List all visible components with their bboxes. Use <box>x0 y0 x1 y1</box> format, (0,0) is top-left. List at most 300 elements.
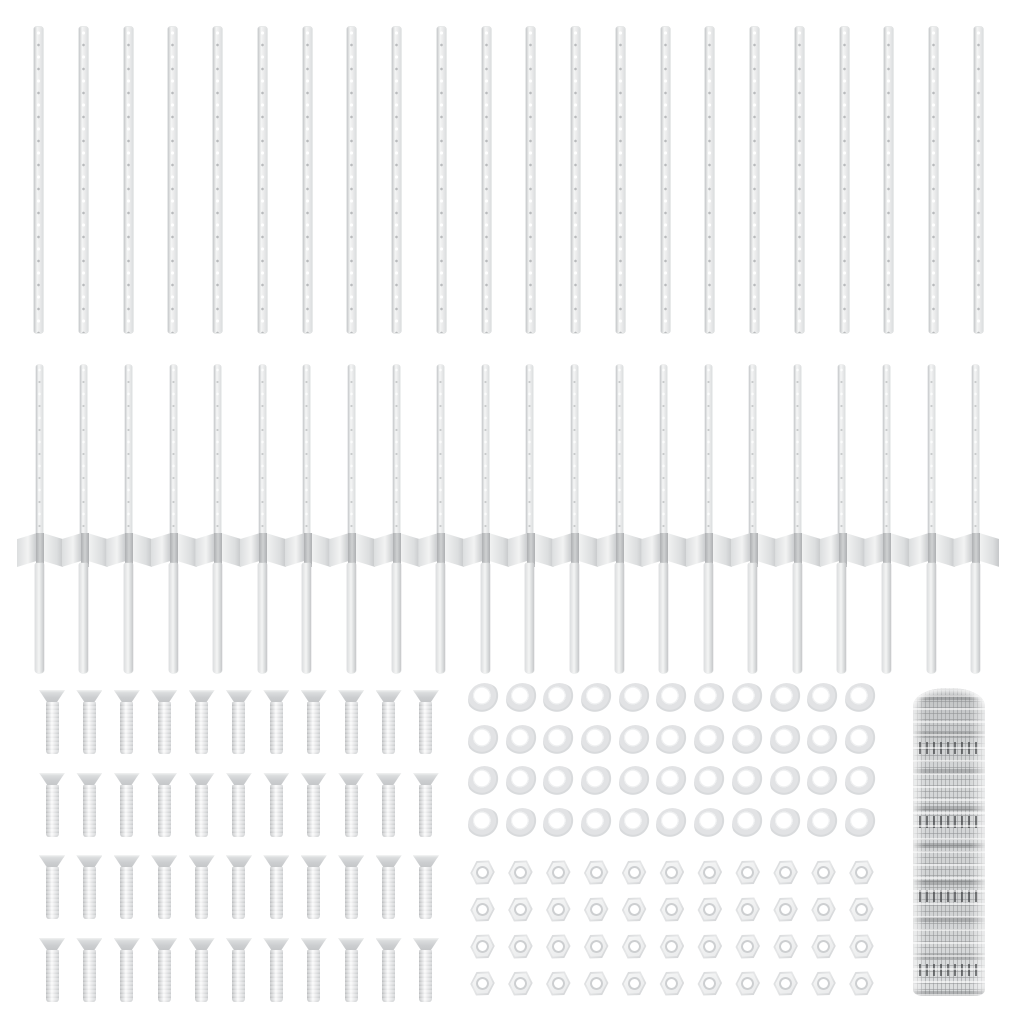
rail-post <box>124 27 133 333</box>
bolt-shank <box>158 785 171 837</box>
washer <box>581 725 614 758</box>
anchor-post <box>552 365 597 675</box>
hex-nut <box>659 934 684 959</box>
bolt <box>338 690 364 756</box>
anchor-plate-center <box>794 533 802 567</box>
washer <box>656 725 689 758</box>
anchor-post-upper-rod <box>125 365 132 535</box>
hex-nut <box>697 860 722 885</box>
bolt-shank <box>345 950 358 1002</box>
bolt <box>151 938 177 1004</box>
rail-post <box>929 27 938 333</box>
bolt-shank <box>419 702 432 754</box>
anchor-plate-right-wing <box>489 533 509 567</box>
bolt <box>301 690 327 756</box>
bolt-shank <box>419 867 432 919</box>
anchor-plate-left-wing <box>151 533 171 567</box>
washer <box>468 683 501 716</box>
bolt-shank <box>195 950 208 1002</box>
hex-nut <box>849 860 874 885</box>
bolt <box>114 773 140 839</box>
bolt <box>413 938 439 1004</box>
hex-nut <box>735 971 760 996</box>
bolt-head <box>263 773 289 786</box>
bolt <box>301 773 327 839</box>
hex-nut <box>735 897 760 922</box>
anchor-post <box>820 365 865 675</box>
anchor-plate-right-wing <box>979 533 999 567</box>
anchor-post-upper-rod <box>749 365 756 535</box>
washer <box>619 725 652 758</box>
nut-row <box>470 860 874 885</box>
anchor-plate-right-wing <box>712 533 732 567</box>
anchor-plate-center <box>660 533 668 567</box>
hex-nut <box>659 971 684 996</box>
anchor-plate-center <box>750 533 758 567</box>
washer <box>543 766 576 799</box>
anchor-post-upper-rod <box>214 365 221 535</box>
anchor-post-upper-rod <box>794 365 801 535</box>
anchor-plate-center <box>437 533 445 567</box>
anchor-post <box>775 365 820 675</box>
hex-nut <box>773 897 798 922</box>
bolt <box>413 690 439 756</box>
bolt-head <box>301 773 327 786</box>
anchor-plate <box>820 533 866 567</box>
anchor-plate-right-wing <box>177 533 197 567</box>
anchor-plate-left-wing <box>285 533 305 567</box>
washer <box>770 725 803 758</box>
anchor-plate <box>418 533 464 567</box>
rail-post <box>347 27 356 333</box>
anchor-plate-center <box>972 533 980 567</box>
anchor-plate-left-wing <box>820 533 840 567</box>
bolt <box>114 690 140 756</box>
bolt-shank <box>232 702 245 754</box>
anchor-plate-right-wing <box>667 533 687 567</box>
anchor-post-upper-rod <box>437 365 444 535</box>
anchor-post-lower-rod <box>258 563 267 673</box>
anchor-post-upper-rod <box>348 365 355 535</box>
bolt <box>263 773 289 839</box>
anchor-post-lower-rod <box>704 563 713 673</box>
bolt-shank <box>307 785 320 837</box>
washer <box>732 766 765 799</box>
washer <box>807 725 840 758</box>
washer <box>468 808 501 841</box>
wire-mesh-roll <box>913 688 985 996</box>
washer <box>468 725 501 758</box>
anchor-post <box>240 365 285 675</box>
anchor-plate <box>641 533 687 567</box>
bolt <box>39 938 65 1004</box>
bolt <box>151 690 177 756</box>
bolt-shank <box>382 785 395 837</box>
anchor-post-lower-rod <box>302 563 311 673</box>
anchor-posts-row <box>17 365 998 675</box>
washer <box>506 766 539 799</box>
bolt-head <box>376 773 402 786</box>
bolt-shank <box>195 785 208 837</box>
washer <box>656 766 689 799</box>
anchor-post-upper-rod <box>972 365 979 535</box>
bolt <box>263 855 289 921</box>
anchor-plate <box>62 533 108 567</box>
washer <box>656 808 689 841</box>
hex-nut <box>811 897 836 922</box>
anchor-post <box>641 365 686 675</box>
nut-row <box>470 971 874 996</box>
bolt-shank <box>270 785 283 837</box>
bolt-shank <box>158 950 171 1002</box>
anchor-plate-left-wing <box>731 533 751 567</box>
anchor-post <box>374 365 419 675</box>
washer-row <box>468 683 878 716</box>
anchor-plate <box>106 533 152 567</box>
anchor-post-lower-rod <box>35 563 44 673</box>
washer-row <box>468 808 878 841</box>
bolt-shank <box>232 867 245 919</box>
anchor-post <box>463 365 508 675</box>
anchor-post <box>953 365 998 675</box>
bolt <box>301 855 327 921</box>
bolt-shank <box>307 950 320 1002</box>
washer <box>770 766 803 799</box>
bolt-shank <box>46 867 59 919</box>
bolt-shank <box>83 702 96 754</box>
hex-nut <box>773 860 798 885</box>
washer <box>506 683 539 716</box>
hex-nut <box>584 897 609 922</box>
anchor-post <box>909 365 954 675</box>
anchor-post-upper-rod <box>883 365 890 535</box>
anchor-post-lower-rod <box>927 563 936 673</box>
rail-post <box>705 27 714 333</box>
anchor-plate-center <box>705 533 713 567</box>
washer <box>656 683 689 716</box>
bolt-shank <box>382 702 395 754</box>
anchor-plate-center <box>125 533 133 567</box>
nut-row <box>470 934 874 959</box>
hex-nut <box>546 897 571 922</box>
anchor-plate-center <box>348 533 356 567</box>
anchor-plate-center <box>214 533 222 567</box>
anchor-post-upper-rod <box>660 365 667 535</box>
anchor-plate <box>864 533 910 567</box>
bolt <box>226 855 252 921</box>
anchor-plate-left-wing <box>909 533 929 567</box>
bolt <box>114 855 140 921</box>
rail-post <box>750 27 759 333</box>
anchor-post-upper-rod <box>259 365 266 535</box>
anchor-plate <box>240 533 286 567</box>
anchor-plate <box>17 533 63 567</box>
washer <box>506 725 539 758</box>
bolt <box>338 855 364 921</box>
bolt <box>338 773 364 839</box>
rail-post <box>392 27 401 333</box>
anchor-post <box>329 365 374 675</box>
anchor-plate-left-wing <box>641 533 661 567</box>
anchor-plate <box>374 533 420 567</box>
anchor-post-upper-rod <box>170 365 177 535</box>
nuts-grid <box>470 860 874 996</box>
hex-nut <box>470 934 495 959</box>
bolt <box>226 938 252 1004</box>
rail-post <box>661 27 670 333</box>
anchor-post <box>864 365 909 675</box>
anchor-plate-center <box>883 533 891 567</box>
hex-nut <box>811 971 836 996</box>
anchor-plate-center <box>482 533 490 567</box>
hex-nut <box>470 971 495 996</box>
anchor-post-lower-rod <box>213 563 222 673</box>
hex-nut <box>622 971 647 996</box>
bolt <box>114 938 140 1004</box>
bolt <box>76 690 102 756</box>
bolt-head <box>189 773 215 786</box>
washer <box>619 683 652 716</box>
anchor-plate-right-wing <box>43 533 63 567</box>
washer <box>732 808 765 841</box>
anchor-plate-right-wing <box>534 533 554 567</box>
anchor-plate-right-wing <box>623 533 643 567</box>
anchor-plate-left-wing <box>686 533 706 567</box>
bolt-shank <box>120 702 133 754</box>
anchor-post-upper-rod <box>80 365 87 535</box>
anchor-plate-left-wing <box>62 533 82 567</box>
bolt <box>413 855 439 921</box>
bolt-head <box>226 773 252 786</box>
anchor-post <box>285 365 330 675</box>
anchor-plate <box>463 533 509 567</box>
washer-row <box>468 766 878 799</box>
anchor-plate-right-wing <box>132 533 152 567</box>
rail-post <box>571 27 580 333</box>
anchor-post <box>731 365 776 675</box>
washer <box>845 808 878 841</box>
bolt <box>413 773 439 839</box>
nut-row <box>470 897 874 922</box>
anchor-post-lower-rod <box>481 563 490 673</box>
bolt-shank <box>307 702 320 754</box>
anchor-post-lower-rod <box>347 563 356 673</box>
washer <box>732 725 765 758</box>
bolt <box>76 773 102 839</box>
anchor-plate <box>775 533 821 567</box>
bolt-shank <box>158 702 171 754</box>
bolt-shank <box>83 785 96 837</box>
washer <box>694 808 727 841</box>
bolt-shank <box>232 785 245 837</box>
bolt <box>376 773 402 839</box>
anchor-post-lower-rod <box>793 563 802 673</box>
bolt-shank <box>195 867 208 919</box>
bolt-shank <box>307 867 320 919</box>
bolt-shank <box>270 867 283 919</box>
anchor-post-lower-rod <box>436 563 445 673</box>
hex-nut <box>622 860 647 885</box>
anchor-plate <box>597 533 643 567</box>
anchor-plate <box>151 533 197 567</box>
anchor-post <box>62 365 107 675</box>
anchor-plate <box>953 533 999 567</box>
bolt-shank <box>345 867 358 919</box>
anchor-plate-right-wing <box>355 533 375 567</box>
hex-nut <box>470 897 495 922</box>
anchor-plate <box>195 533 241 567</box>
bolt-shank <box>382 950 395 1002</box>
rail-post <box>79 27 88 333</box>
anchor-post-lower-rod <box>525 563 534 673</box>
anchor-plate-right-wing <box>88 533 108 567</box>
washer <box>845 725 878 758</box>
anchor-plate-right-wing <box>757 533 777 567</box>
bolt <box>263 938 289 1004</box>
bolt <box>189 938 215 1004</box>
hex-nut <box>584 971 609 996</box>
bolt-shank <box>120 867 133 919</box>
anchor-post-lower-rod <box>748 563 757 673</box>
anchor-plate-right-wing <box>801 533 821 567</box>
anchor-plate-left-wing <box>240 533 260 567</box>
hex-nut <box>849 897 874 922</box>
anchor-plate-center <box>36 533 44 567</box>
bolt-row <box>39 938 439 1004</box>
bolt <box>338 938 364 1004</box>
anchor-post-upper-rod <box>928 365 935 535</box>
bolt-shank <box>419 950 432 1002</box>
anchor-post-upper-rod <box>36 365 43 535</box>
hex-nut <box>546 934 571 959</box>
anchor-plate-right-wing <box>444 533 464 567</box>
hex-nut <box>773 934 798 959</box>
anchor-post-lower-rod <box>79 563 88 673</box>
washer <box>770 808 803 841</box>
hex-nut <box>735 860 760 885</box>
bolt-row <box>39 690 439 756</box>
hex-nut <box>811 934 836 959</box>
washer <box>694 725 727 758</box>
anchor-plate-left-wing <box>106 533 126 567</box>
anchor-post-lower-rod <box>124 563 133 673</box>
bolt-shank <box>46 785 59 837</box>
anchor-post-upper-rod <box>705 365 712 535</box>
washer <box>581 808 614 841</box>
bolt-shank <box>120 785 133 837</box>
anchor-plate-center <box>527 533 535 567</box>
hex-nut <box>659 897 684 922</box>
bolt <box>189 690 215 756</box>
bolt <box>151 773 177 839</box>
anchor-plate-left-wing <box>775 533 795 567</box>
anchor-plate <box>285 533 331 567</box>
anchor-plate-center <box>928 533 936 567</box>
anchor-plate-left-wing <box>953 533 973 567</box>
anchor-plate-right-wing <box>400 533 420 567</box>
anchor-post-lower-rod <box>392 563 401 673</box>
rail-post <box>526 27 535 333</box>
washer <box>581 766 614 799</box>
hex-nut <box>470 860 495 885</box>
bolt <box>263 690 289 756</box>
washer <box>619 766 652 799</box>
anchor-post-upper-rod <box>526 365 533 535</box>
washer <box>770 683 803 716</box>
bolt-head <box>338 773 364 786</box>
washer <box>581 683 614 716</box>
anchor-plate-center <box>304 533 312 567</box>
bolt-shank <box>270 702 283 754</box>
bolt-shank <box>345 785 358 837</box>
anchor-post <box>418 365 463 675</box>
anchor-plate-center <box>259 533 267 567</box>
hex-nut <box>508 897 533 922</box>
anchor-plate-left-wing <box>864 533 884 567</box>
washer <box>845 683 878 716</box>
hex-nut <box>811 860 836 885</box>
rail-post <box>258 27 267 333</box>
anchor-post-upper-rod <box>838 365 845 535</box>
rail-post <box>34 27 43 333</box>
bolt <box>151 855 177 921</box>
rail-posts-row <box>34 27 983 333</box>
bolt-shank <box>195 702 208 754</box>
anchor-post <box>597 365 642 675</box>
hex-nut <box>849 971 874 996</box>
bolt <box>376 855 402 921</box>
rail-post <box>884 27 893 333</box>
bolt <box>301 938 327 1004</box>
bolt <box>39 690 65 756</box>
anchor-plate <box>909 533 955 567</box>
anchor-plate-left-wing <box>17 533 37 567</box>
washer <box>694 683 727 716</box>
bolt-row <box>39 773 439 839</box>
bolt <box>76 855 102 921</box>
anchor-plate-center <box>81 533 89 567</box>
hex-nut <box>622 897 647 922</box>
bolt <box>376 690 402 756</box>
bolt-shank <box>120 950 133 1002</box>
anchor-post-upper-rod <box>482 365 489 535</box>
anchor-plate-right-wing <box>221 533 241 567</box>
anchor-post <box>106 365 151 675</box>
bolt <box>376 938 402 1004</box>
bolt-head <box>76 773 102 786</box>
anchor-plate-center <box>393 533 401 567</box>
bolt <box>226 690 252 756</box>
hex-nut <box>697 897 722 922</box>
anchor-plate-center <box>616 533 624 567</box>
bolt <box>39 773 65 839</box>
rail-post <box>437 27 446 333</box>
anchor-post <box>195 365 240 675</box>
anchor-post <box>17 365 62 675</box>
anchor-plate <box>508 533 554 567</box>
bolt <box>76 938 102 1004</box>
bolt-shank <box>46 950 59 1002</box>
washer <box>543 683 576 716</box>
rail-post <box>482 27 491 333</box>
anchor-plate-left-wing <box>329 533 349 567</box>
anchor-post <box>508 365 553 675</box>
bolt-head <box>151 773 177 786</box>
hex-nut <box>697 971 722 996</box>
hex-nut <box>659 860 684 885</box>
anchor-plate-right-wing <box>890 533 910 567</box>
bolt-shank <box>270 950 283 1002</box>
